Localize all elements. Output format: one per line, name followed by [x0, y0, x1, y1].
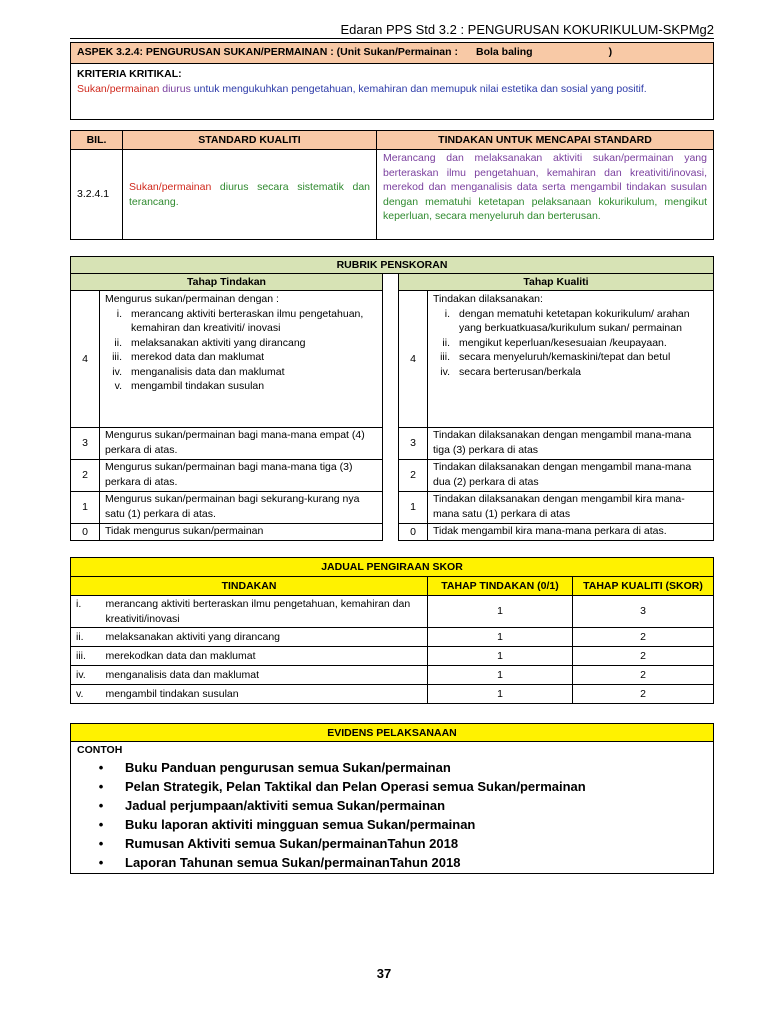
rubrik-table	[70, 256, 714, 541]
row-tk: 2	[573, 628, 714, 647]
bullet-icon: •	[98, 759, 104, 775]
score-3-left: 3	[71, 428, 100, 460]
row-tt: 1	[428, 666, 573, 685]
list-item: iv. menganalisis data dan maklumat	[112, 365, 285, 378]
score-0-right: 0	[399, 524, 428, 541]
rubrik-title: RUBRIK PENSKORAN	[71, 257, 714, 274]
standard-kualiti-text: Sukan/permainan diurus secara sistematik dan terancang.	[123, 150, 377, 240]
row-tindakan: merancang aktiviti berteraskan ilmu pengetahuan, kemahiran dan kreativiti/inovasi	[106, 596, 428, 628]
evidens-title: EVIDENS PELAKSANAAN	[71, 724, 714, 742]
col-tindakan-standard: TINDAKAN UNTUK MENCAPAI STANDARD	[377, 131, 714, 150]
list-item: v. mengambil tindakan susulan	[114, 380, 265, 392]
unit-value: Bola baling	[475, 46, 533, 58]
list-item: iii. secara menyeluruh/kemaskini/tepat dan betul	[440, 351, 671, 363]
aspek-table	[70, 42, 714, 120]
kriteria-kritikal	[71, 64, 714, 120]
list-item: • Rumusan Aktiviti semua Sukan/permainanTahun 2018	[77, 834, 707, 853]
bullet-icon: •	[98, 797, 104, 813]
score-0-left: 0	[71, 524, 100, 541]
bullet-icon: •	[98, 835, 104, 851]
score-2-right: 2	[399, 460, 428, 492]
list-item: ii. mengikut keperluan/kesesuaian /keupayaan.	[442, 336, 667, 349]
contoh-label: CONTOH	[77, 744, 123, 756]
row-tk: 2	[573, 666, 714, 685]
list-item: • Buku laporan aktiviti mingguan semua Sukan/permainan	[77, 815, 707, 834]
score-2-left: 2	[71, 460, 100, 492]
list-item: • Jadual perjumpaan/aktiviti semua Sukan/permainan	[77, 796, 707, 815]
list-item: • Pelan Strategik, Pelan Taktikal dan Pelan Operasi semua Sukan/permainan	[77, 777, 707, 796]
row-tt: 1	[428, 596, 573, 628]
list-item: • Laporan Tahunan semua Sukan/permainanTahun 2018	[77, 853, 707, 872]
tindakan-4: Mengurus sukan/permainan dengan : i. merancang aktiviti berteraskan ilmu pengetahuan, kemahiran dan kreativiti/ inovasi ii. melaksanakan aktiviti yang dirancang iii. merekod data dan maklumat iv. menganalisis data dan maklumat v. mengambil tindakan susulan	[100, 291, 383, 428]
bullet-icon: •	[98, 854, 104, 870]
score-1-right: 1	[399, 492, 428, 524]
row-tt: 1	[428, 628, 573, 647]
row-tt: 1	[428, 647, 573, 666]
table-row	[71, 596, 714, 628]
jadual-table	[70, 557, 714, 704]
row-num: v.	[71, 685, 106, 704]
table-row	[71, 647, 714, 666]
rubrik-right-head: Tahap Kualiti	[399, 274, 714, 291]
col-standard-kualiti: STANDARD KUALITI	[123, 131, 377, 150]
row-tindakan: mengambil tindakan susulan	[106, 685, 428, 704]
kriteria-text: Sukan/permainan diurus untuk mengukuhkan pengetahuan, kemahiran dan memupuk nilai estetika dan sosial yang positif.	[77, 82, 647, 95]
tindakan-2: Mengurus sukan/permainan bagi mana-mana tiga (3) perkara di atas.	[100, 460, 383, 492]
tindakan-1: Mengurus sukan/permainan bagi sekurang-kurang nya satu (1) perkara di atas.	[100, 492, 383, 524]
list-item: i. merancang aktiviti berteraskan ilmu pengetahuan, kemahiran dan kreativiti/ inovasi	[116, 307, 364, 334]
rubrik-left-head: Tahap Tindakan	[71, 274, 383, 291]
bullet-icon: •	[98, 778, 104, 794]
row-tk: 2	[573, 647, 714, 666]
document-header: Edaran PPS Std 3.2 : PENGURUSAN KOKURIKULUM-SKPMg2	[340, 22, 714, 37]
row-tindakan: melaksanakan aktiviti yang dirancang	[106, 628, 428, 647]
tindakan-3: Mengurus sukan/permainan bagi mana-mana empat (4) perkara di atas.	[100, 428, 383, 460]
kualiti-0: Tidak mengambil kira mana-mana perkara di atas.	[428, 524, 714, 541]
row-tt: 1	[428, 685, 573, 704]
evidens-body	[71, 742, 714, 874]
header-rule	[70, 38, 714, 39]
evidens-list	[77, 758, 707, 872]
list-item: i. dengan mematuhi ketetapan kokurikulum/ arahan yang berkuatkuasa/kurikulum sukan/ permainan	[444, 307, 690, 334]
kualiti-2: Tindakan dilaksanakan dengan mengambil mana-mana dua (2) perkara di atas	[428, 460, 714, 492]
kualiti-4-list	[433, 307, 708, 380]
table-row	[71, 685, 714, 704]
kualiti-4: Tindakan dilaksanakan: i. dengan mematuhi ketetapan kokurikulum/ arahan yang berkuatkuasa/kurikulum sukan/ permainan ii. mengikut keperluan/kesesuaian /keupayaan. iii. secara menyeluruh/kemaskini/tepat dan betul iv. secara berterusan/berkala	[428, 291, 714, 428]
col-bil: BIL.	[71, 131, 123, 150]
table-row	[71, 628, 714, 647]
bil-value: 3.2.4.1	[71, 150, 123, 240]
list-item: iii. merekod data dan maklumat	[112, 351, 265, 363]
kriteria-label: KRITERIA KRITIKAL:	[77, 68, 182, 80]
jadual-title: JADUAL PENGIRAAN SKOR	[71, 558, 714, 577]
row-num: iii.	[71, 647, 106, 666]
table-row	[71, 666, 714, 685]
kualiti-1: Tindakan dilaksanakan dengan mengambil kira mana-mana satu (1) perkara di atas	[428, 492, 714, 524]
col-tahap-tindakan: TAHAP TINDAKAN (0/1)	[428, 577, 573, 596]
score-4-left: 4	[71, 291, 100, 428]
standard-table	[70, 130, 714, 240]
aspek-heading: ASPEK 3.2.4: PENGURUSAN SUKAN/PERMAINAN : (Unit Sukan/Permainan : Bola baling )	[71, 43, 714, 64]
list-item: iv. secara berterusan/berkala	[440, 365, 581, 378]
score-4-right: 4	[399, 291, 428, 428]
tindakan-standard-text: Merancang dan melaksanakan aktiviti sukan/permainan yang berteraskan ilmu pengetahuan, kemahiran dan kreativiti/inovasi, merekod dan menganalisis data serta mengambil tindakan susulan dengan mematuhi ketetapan pelaksanaan kokurikulum, mengikut keperluan, secara menyeluruh dan berterusan.	[377, 150, 714, 240]
score-3-right: 3	[399, 428, 428, 460]
col-tahap-kualiti: TAHAP KUALITI (SKOR)	[573, 577, 714, 596]
kualiti-3: Tindakan dilaksanakan dengan mengambil mana-mana tiga (3) perkara di atas	[428, 428, 714, 460]
row-num: i.	[71, 596, 106, 628]
score-1-left: 1	[71, 492, 100, 524]
list-item: ii. melaksanakan aktiviti yang dirancang	[114, 336, 306, 349]
page-number: 37	[376, 966, 392, 981]
bullet-icon: •	[98, 816, 104, 832]
row-tk: 2	[573, 685, 714, 704]
list-item: • Buku Panduan pengurusan semua Sukan/permainan	[77, 758, 707, 777]
row-num: ii.	[71, 628, 106, 647]
tindakan-4-list	[105, 307, 377, 394]
tindakan-0: Tidak mengurus sukan/permainan	[100, 524, 383, 541]
col-tindakan: TINDAKAN	[71, 577, 428, 596]
row-tindakan: merekodkan data dan maklumat	[106, 647, 428, 666]
rubrik-gap	[383, 274, 399, 541]
row-tindakan: menganalisis data dan maklumat	[106, 666, 428, 685]
row-tk: 3	[573, 596, 714, 628]
evidens-table	[70, 723, 714, 874]
row-num: iv.	[71, 666, 106, 685]
